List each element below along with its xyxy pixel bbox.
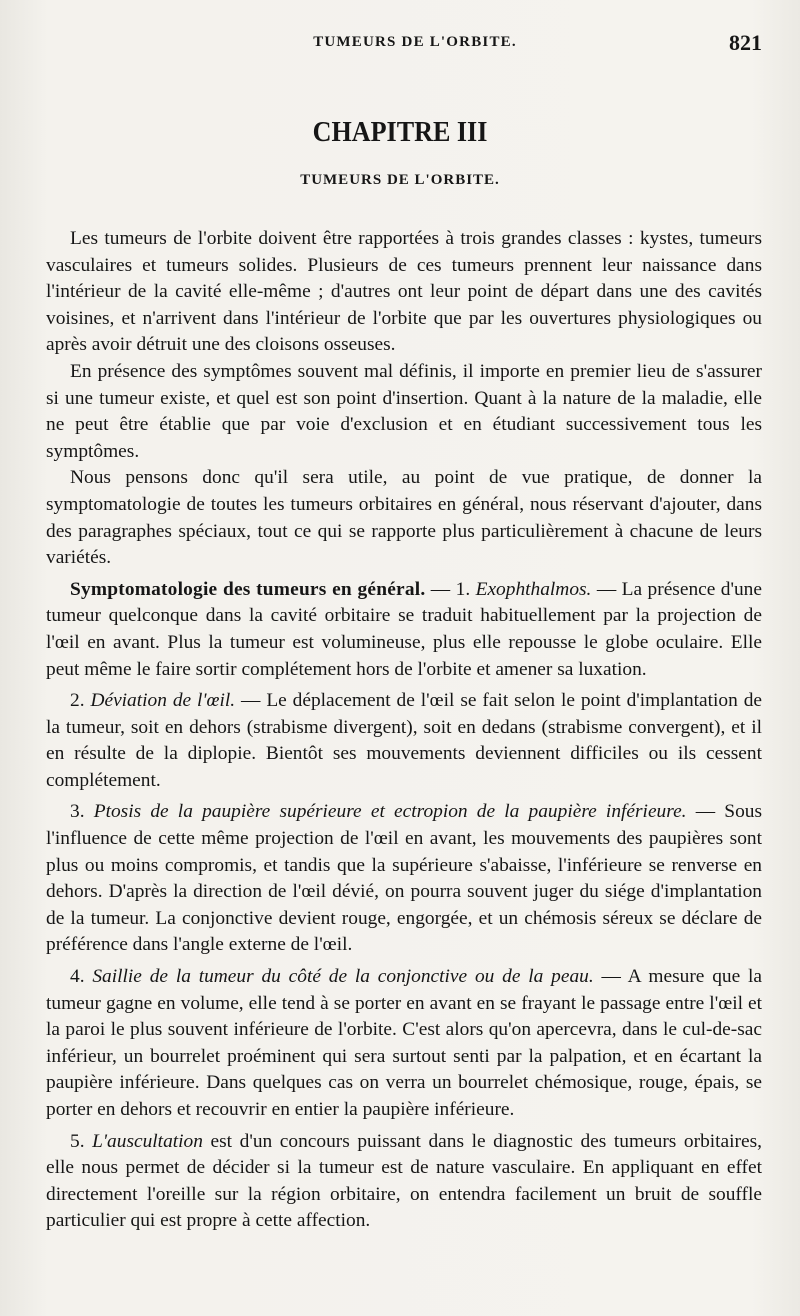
item-title: Exophthalmos. [475,578,592,600]
item-title: Ptosis de la paupière supérieure et ectropion de la paupière inférieure. [93,801,687,823]
paragraph-plan: Nous pensons donc qu'il sera utile, au point de vue pratique, de donner la symptomatologie de toutes les tumeurs orbitaires en général, nous réservant d'ajouter, dans des paragraphes spéciaux, tout ce qui se rapporte plus particulièrement à chacune de leurs variétés. [46,467,762,569]
section-heading: Symptomatologie des tumeurs en général. [70,578,426,600]
item-title: Saillie de la tumeur du côté de la conjonctive ou de la peau. [92,966,594,988]
item-text: — A mesure que la tumeur gagne en volume, elle tend à se porter en avant en se frayant le passage entre l'œil et la paroi le plus souvent inférieure de l'orbite. C'est alors qu'on apercevra, dans le cul-de-sac inférieur, un bourrelet proéminent qui sera surtout senti par la palpation, et en écartant la paupière inférieure. Dans quelques cas on verra un bourrelet chémosique, rouge, épais, se porter en dehors et recouvrir en entier la paupière inférieure. [46,966,762,1120]
paragraph-intro: Les tumeurs de l'orbite doivent être rapportées à trois grandes classes : kystes, tumeurs vasculaires et tumeurs solides. Plusieurs de ces tumeurs prennent leur naissance dans l'intérieur de la cavité elle-même ; d'autres ont leur point de départ dans une des cavités voisines, et n'arrivent dans l'intérieur de l'orbite que par les ouvertures physiologiques ou après avoir détruit une des cloisons osseuses. [46,228,762,356]
item-text: — Le déplacement de l'œil se fait selon le point d'implantation de la tumeur, soit en dehors (strabisme divergent), soit en dedans (strabisme convergent), et il en résulte de la diplopie. Bientôt ses mouvements deviennent difficiles ou ils cessent complétement. [46,690,763,791]
paragraph-exophthalmos [46,577,762,683]
item-number: — 1. [425,578,476,600]
item-title: Déviation de l'œil. [90,690,236,712]
item-number: 5. [70,1130,93,1152]
item-text: — La présence d'une tumeur quelconque dans la cavité orbitaire se traduit habituellement par la projection de l'œil en avant. Plus la tumeur est volumineuse, plus elle repousse le globe oculaire. Elle peut même le faire sortir complétement hors de l'orbite et amener sa luxation. [46,578,762,680]
item-number: 4. [70,966,93,988]
item-text: — Sous l'influence de cette même projection de l'œil en avant, les mouvements des paupières sont plus ou moins compromis, et tandis que la supérieure s'abaisse, l'inférieure se renverse en dehors. D'après la direction de l'œil dévié, on pourra souvent juger du siége d'implantation de la tumeur. La conjonctive devient rouge, engorgée, et un chémosis séreux se déclare de préférence dans l'angle externe de l'œil. [46,801,763,956]
item-title: L'auscultation [92,1130,203,1152]
item-text: est d'un concours puissant dans le diagnostic des tumeurs orbitaires, elle nous permet de décider si la tumeur est de nature vasculaire. En appliquant en effet directement l'oreille sur la région orbitaire, on entendra facilement un bruit de souffle particulier qui est propre à cette affection. [46,1130,762,1232]
item-number: 3. [70,801,94,823]
body-text [46,226,762,1235]
paragraph-saillie [46,964,762,1124]
chapter-title: CHAPITRE III [312,116,488,148]
chapter-subtitle: TUMEURS DE L'ORBITE. [300,172,500,188]
paragraph-auscultation [46,1129,762,1235]
paragraph-diagnosis: En présence des symptômes souvent mal définis, il importe en premier lieu de s'assurer si une tumeur existe, et quel est son point d'insertion. Quant à la nature de la maladie, elle ne peut être établie que par voie d'exclusion et en étudiant successivement tous les symptômes. [46,360,762,462]
page-number: 821 [729,30,762,55]
item-number: 2. [70,690,91,712]
running-title: TUMEURS DE L'ORBITE. [313,34,517,50]
paragraph-ptosis [46,799,762,959]
paragraph-deviation [46,688,762,794]
